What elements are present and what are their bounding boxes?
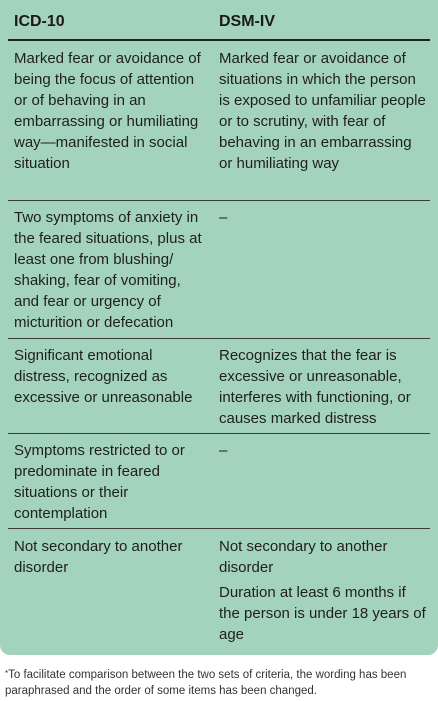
table-header-row	[0, 0, 438, 40]
table-cell-icd10	[14, 440, 209, 524]
table-cell-dsm4	[219, 207, 429, 228]
cell-text: Recognizes that the fear is excessive or unreasonable, interferes with functioning, or causes marked distress	[219, 347, 411, 427]
cell-text: Two symptoms of anxiety in the feared situations, plus at least one from blushing/ shaking, fear of vomiting, and fear or urgency of micturition or defecation	[14, 209, 202, 331]
cell-text: Duration at least 6 months if the person is under 18 years of age	[219, 584, 426, 643]
footnote-marker: *	[5, 669, 9, 678]
cell-text: –	[219, 442, 228, 459]
footnote-text: To facilitate comparison between the two sets of criteria, the wording has been paraphrased and the order of some items has been changed.	[5, 669, 407, 697]
cell-text: Significant emotional distress, recognized as excessive or unreasonable	[14, 347, 193, 406]
cell-text: Not secondary to another disorder	[219, 538, 388, 576]
row-divider	[8, 528, 430, 529]
row-divider	[8, 433, 430, 434]
table-cell-icd10	[14, 345, 209, 408]
table-cell-icd10	[14, 207, 209, 333]
table-cell-dsm4	[219, 440, 429, 461]
column-header-dsm4: DSM-IV	[219, 13, 275, 30]
row-divider	[8, 338, 430, 339]
cell-text: Marked fear or avoidance of situations in which the person is exposed to unfamiliar people or to scrutiny, with fear of behaving in an embarrassing or humiliating way	[219, 50, 426, 172]
table-cell-dsm4	[219, 536, 429, 645]
table-cell-icd10	[14, 536, 209, 578]
row-divider	[8, 200, 430, 201]
table-cell-dsm4	[219, 345, 429, 429]
cell-text: Marked fear or avoidance of being the focus of attention or of behaving in an embarrassing or humiliating way—manifested in social situation	[14, 50, 201, 172]
table-footnote	[5, 667, 435, 699]
column-header-icd10: ICD-10	[14, 13, 65, 30]
cell-text: –	[219, 209, 228, 226]
cell-text: Not secondary to another disorder	[14, 538, 183, 576]
table-cell-dsm4	[219, 48, 429, 174]
cell-text: Symptoms restricted to or predominate in feared situations or their contemplation	[14, 442, 185, 522]
table-cell-icd10	[14, 48, 209, 174]
header-divider	[8, 39, 430, 41]
